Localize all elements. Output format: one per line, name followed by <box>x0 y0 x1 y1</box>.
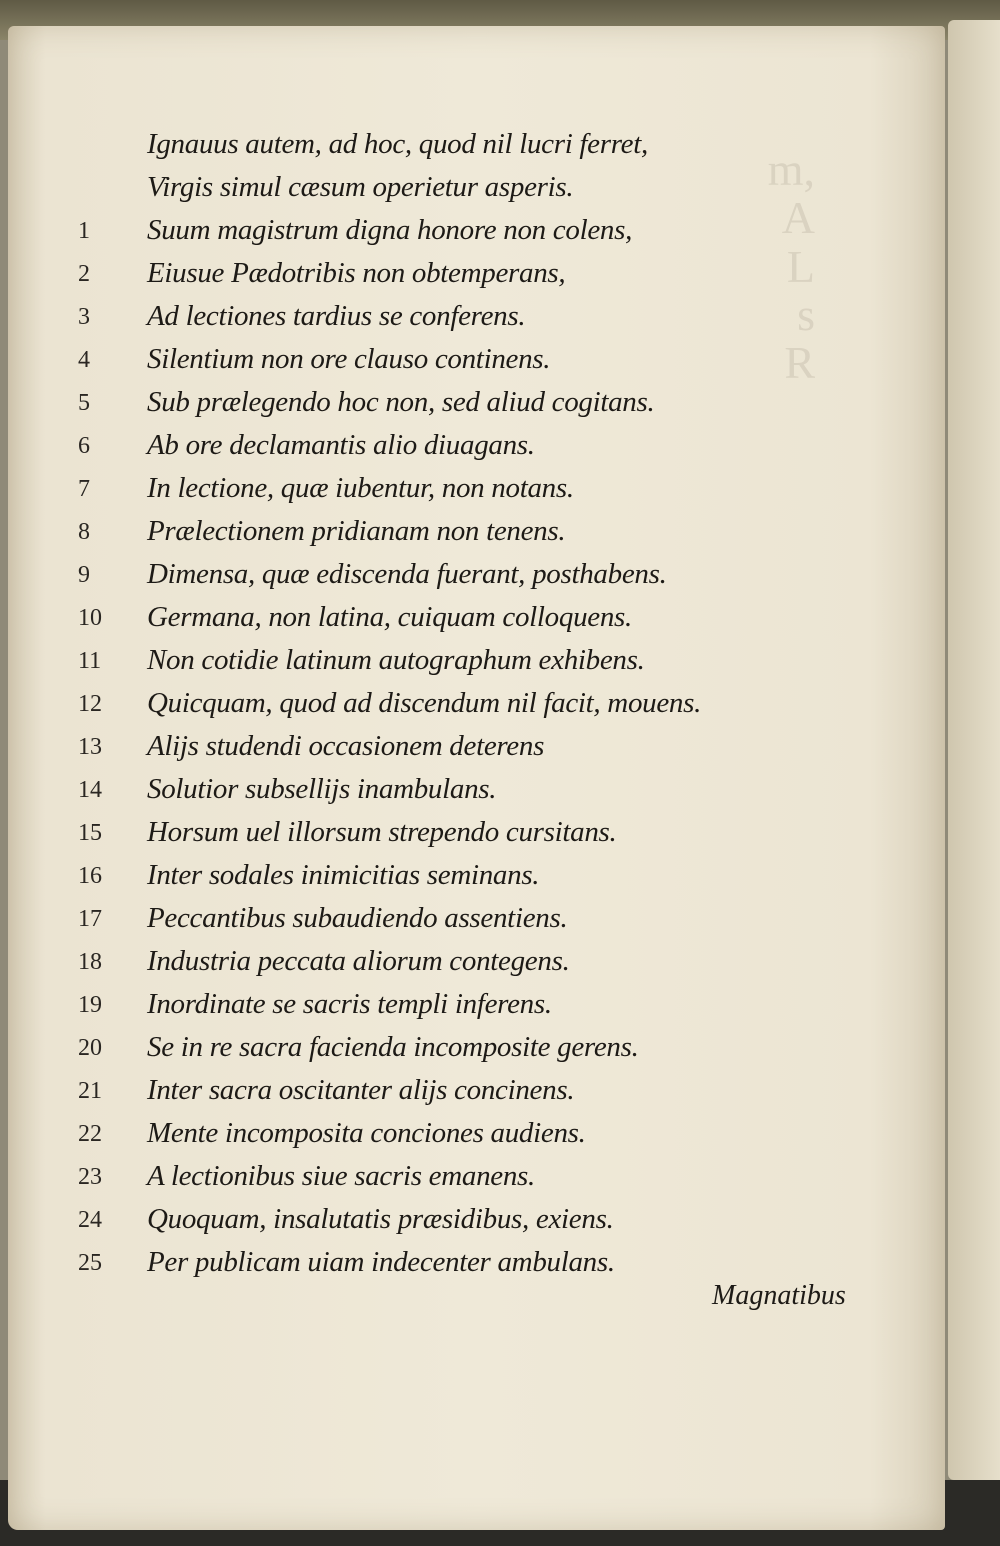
item-text: Silentium non ore clauso continens. <box>147 343 551 375</box>
item-number: 2 <box>78 261 90 287</box>
item-number: 15 <box>78 820 102 846</box>
item-number: 18 <box>78 949 102 975</box>
item-number: 23 <box>78 1164 102 1190</box>
item-number: 25 <box>78 1250 102 1276</box>
item-number: 5 <box>78 390 90 416</box>
item-text: In lectione, quæ iubentur, non notans. <box>147 472 574 504</box>
intro-line: Virgis simul cæsum operietur asperis. <box>147 171 574 203</box>
item-text: Inter sodales inimicitias seminans. <box>147 859 540 891</box>
item-text: Horsum uel illorsum strependo cursitans. <box>147 816 617 848</box>
item-number: 3 <box>78 304 90 330</box>
item-text: Peccantibus subaudiendo assentiens. <box>147 902 568 934</box>
item-number: 10 <box>78 605 102 631</box>
item-text: Quoquam, insalutatis præsidibus, exiens. <box>147 1203 614 1235</box>
item-text: Ad lectiones tardius se conferens. <box>147 300 526 332</box>
item-number: 21 <box>78 1078 102 1104</box>
item-text: Per publicam uiam indecenter ambulans. <box>147 1246 615 1278</box>
item-text: Quicquam, quod ad discendum nil facit, mouens. <box>147 687 702 719</box>
item-text: Non cotidie latinum autographum exhibens. <box>147 644 645 676</box>
item-number: 4 <box>78 347 90 373</box>
item-text: Sub prælegendo hoc non, sed aliud cogitans. <box>147 386 655 418</box>
item-number: 20 <box>78 1035 102 1061</box>
item-text: Suum magistrum digna honore non colens, <box>147 214 633 246</box>
item-number: 11 <box>78 648 102 674</box>
item-number: 17 <box>78 906 102 932</box>
item-text: Se in re sacra facienda incomposite gerens. <box>147 1031 639 1063</box>
intro-line: Ignauus autem, ad hoc, quod nil lucri ferret, <box>147 128 648 160</box>
item-text: Solutior subsellijs inambulans. <box>147 773 497 805</box>
item-text: Dimensa, quæ ediscenda fuerant, posthabens. <box>147 558 667 590</box>
item-number: 1 <box>78 218 90 244</box>
item-number: 7 <box>78 476 90 502</box>
item-number: 19 <box>78 992 102 1018</box>
item-number: 24 <box>78 1207 102 1233</box>
item-text: Ab ore declamantis alio diuagans. <box>147 429 535 461</box>
item-number: 22 <box>78 1121 102 1147</box>
item-text: Prælectionem pridianam non tenens. <box>147 515 566 547</box>
item-text: A lectionibus siue sacris emanens. <box>147 1160 535 1192</box>
item-number: 8 <box>78 519 90 545</box>
item-text: Mente incomposita conciones audiens. <box>147 1117 586 1149</box>
facing-page-edge <box>948 20 1000 1480</box>
item-number: 14 <box>78 777 102 803</box>
item-number: 6 <box>78 433 90 459</box>
item-text: Inordinate se sacris templi inferens. <box>147 988 552 1020</box>
item-number: 12 <box>78 691 102 717</box>
item-text: Germana, non latina, cuiquam colloquens. <box>147 601 632 633</box>
item-text: Eiusue Pædotribis non obtemperans, <box>147 257 566 289</box>
item-number: 13 <box>78 734 102 760</box>
catchword: Magnatibus <box>712 1280 846 1311</box>
item-text: Industria peccata aliorum contegens. <box>147 945 570 977</box>
item-text: Inter sacra oscitanter alijs concinens. <box>147 1074 575 1106</box>
item-number: 9 <box>78 562 90 588</box>
item-number: 16 <box>78 863 102 889</box>
item-text: Alijs studendi occasionem deterens <box>147 730 545 762</box>
show-through-text: m, A L s R <box>767 144 815 389</box>
